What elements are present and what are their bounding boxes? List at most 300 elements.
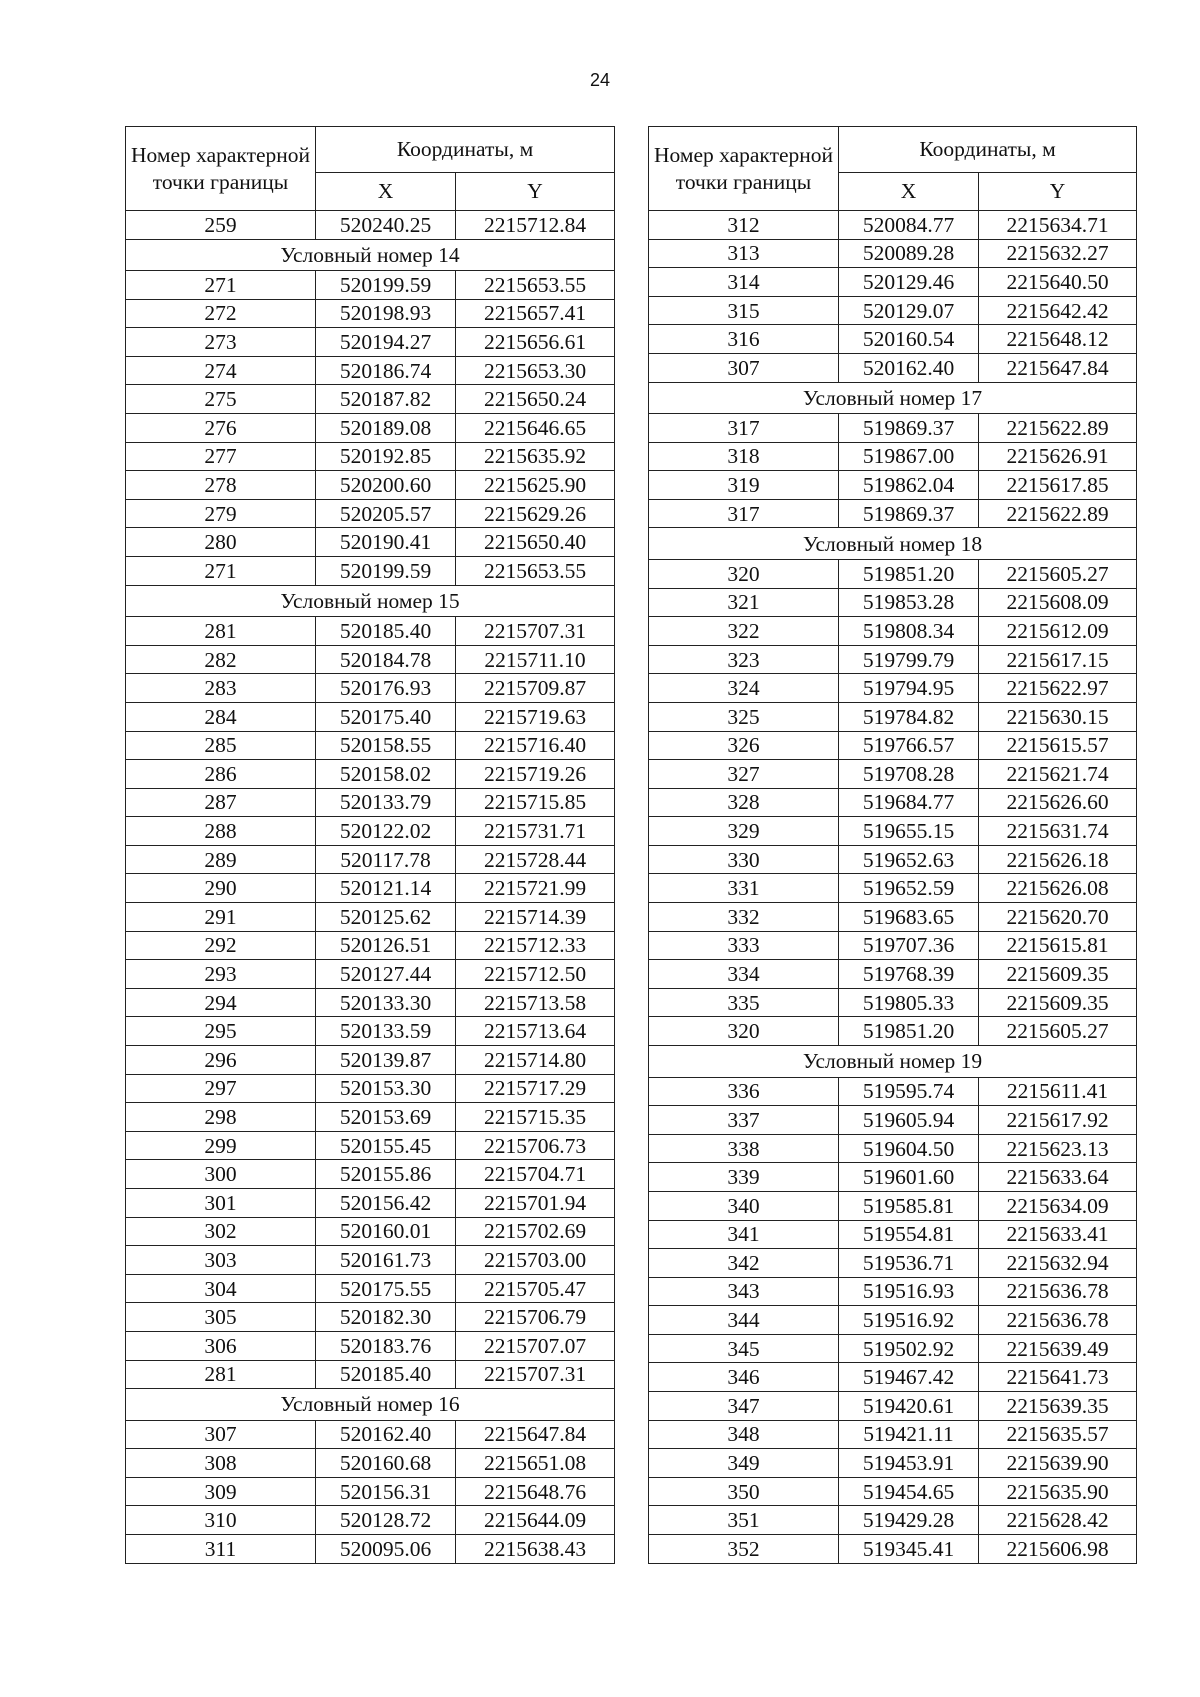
point-number-cell: 313 [649,239,839,268]
point-number-cell: 271 [126,557,316,586]
y-coordinate-cell: 2215629.26 [456,499,615,528]
table-row [649,1134,1137,1163]
x-coordinate-cell: 520155.45 [316,1131,456,1160]
point-number-cell: 315 [649,296,839,325]
y-coordinate-cell: 2215707.07 [456,1331,615,1360]
point-number-cell: 271 [126,271,316,300]
point-number-cell: 333 [649,931,839,960]
y-coordinate-cell: 2215712.33 [456,931,615,960]
table-row [126,1160,615,1189]
x-coordinate-cell: 520139.87 [316,1046,456,1075]
y-coordinate-cell: 2215646.65 [456,414,615,443]
y-coordinate-cell: 2215632.27 [979,239,1137,268]
x-coordinate-cell: 520200.60 [316,471,456,500]
table-row [126,1303,615,1332]
point-number-cell: 297 [126,1074,316,1103]
x-coordinate-cell: 519601.60 [839,1163,979,1192]
table-row [126,1017,615,1046]
point-number-cell: 310 [126,1506,316,1535]
table-row [649,988,1137,1017]
table-row [649,903,1137,932]
y-coordinate-cell: 2215647.84 [979,353,1137,382]
point-number-cell: 345 [649,1334,839,1363]
y-coordinate-cell: 2215651.08 [456,1449,615,1478]
x-coordinate-cell: 520199.59 [316,271,456,300]
table-row [126,702,615,731]
table-row [649,499,1137,528]
table-row [126,1477,615,1506]
x-coordinate-cell: 520133.59 [316,1017,456,1046]
table-row [126,988,615,1017]
x-coordinate-cell: 520160.54 [839,325,979,354]
table-row [126,528,615,557]
point-number-cell: 275 [126,385,316,414]
x-coordinate-cell: 520194.27 [316,328,456,357]
point-number-cell: 290 [126,874,316,903]
x-coordinate-cell: 520128.72 [316,1506,456,1535]
point-number-cell: 344 [649,1306,839,1335]
point-number-cell: 347 [649,1392,839,1421]
table-row [649,788,1137,817]
point-number-cell: 330 [649,845,839,874]
table-row [126,299,615,328]
table-row [649,731,1137,760]
point-number-cell: 342 [649,1249,839,1278]
y-coordinate-cell: 2215639.35 [979,1392,1137,1421]
point-number-cell: 295 [126,1017,316,1046]
y-coordinate-cell: 2215712.50 [456,960,615,989]
table-row [649,559,1137,588]
table-row [649,471,1137,500]
x-coordinate-cell: 520089.28 [839,239,979,268]
table-row [126,1449,615,1478]
point-number-cell: 309 [126,1477,316,1506]
table-row [649,1449,1137,1478]
table-row [126,1189,615,1218]
table-row [126,1331,615,1360]
point-number-cell: 292 [126,931,316,960]
x-coordinate-cell: 519851.20 [839,559,979,588]
y-coordinate-cell: 2215650.40 [456,528,615,557]
point-number-cell: 317 [649,499,839,528]
table-row [126,1535,615,1564]
table-row [649,1249,1137,1278]
x-coordinate-cell: 519604.50 [839,1134,979,1163]
y-coordinate-cell: 2215617.85 [979,471,1137,500]
y-coordinate-cell: 2215701.94 [456,1189,615,1218]
y-coordinate-cell: 2215648.12 [979,325,1137,354]
x-coordinate-cell: 519421.11 [839,1420,979,1449]
table-row [649,1277,1137,1306]
point-number-cell: 289 [126,845,316,874]
x-coordinate-cell: 519605.94 [839,1106,979,1135]
x-coordinate-cell: 520198.93 [316,299,456,328]
x-coordinate-cell: 520186.74 [316,356,456,385]
x-coordinate-cell: 520153.30 [316,1074,456,1103]
table-row [126,1103,615,1132]
x-coordinate-cell: 519869.37 [839,499,979,528]
y-coordinate-cell: 2215731.71 [456,817,615,846]
x-coordinate-cell: 520084.77 [839,211,979,240]
y-coordinate-cell: 2215706.79 [456,1303,615,1332]
y-coordinate-cell: 2215719.63 [456,702,615,731]
y-coordinate-cell: 2215628.42 [979,1506,1137,1535]
point-number-cell: 299 [126,1131,316,1160]
x-coordinate-cell: 519536.71 [839,1249,979,1278]
x-coordinate-cell: 519655.15 [839,817,979,846]
y-coordinate-cell: 2215653.30 [456,356,615,385]
y-coordinate-cell: 2215707.31 [456,617,615,646]
x-coordinate-cell: 519768.39 [839,960,979,989]
y-coordinate-cell: 2215633.64 [979,1163,1137,1192]
point-number-cell: 283 [126,674,316,703]
table-row [126,471,615,500]
y-coordinate-cell: 2215617.92 [979,1106,1137,1135]
point-number-cell: 337 [649,1106,839,1135]
y-coordinate-cell: 2215648.76 [456,1477,615,1506]
x-coordinate-cell: 519799.79 [839,645,979,674]
table-row [126,328,615,357]
point-number-cell: 351 [649,1506,839,1535]
table-row [649,296,1137,325]
group-label: Условный номер 17 [649,382,1137,414]
group-header-row [649,382,1137,414]
table-row [126,557,615,586]
x-coordinate-cell: 519766.57 [839,731,979,760]
point-number-cell: 329 [649,817,839,846]
x-coordinate-cell: 520121.14 [316,874,456,903]
x-coordinate-cell: 520127.44 [316,960,456,989]
y-coordinate-cell: 2215631.74 [979,817,1137,846]
y-coordinate-cell: 2215704.71 [456,1160,615,1189]
x-coordinate-cell: 519453.91 [839,1449,979,1478]
point-number-cell: 338 [649,1134,839,1163]
x-coordinate-cell: 520175.40 [316,702,456,731]
y-coordinate-cell: 2215647.84 [456,1420,615,1449]
point-number-cell: 322 [649,617,839,646]
x-coordinate-cell: 520162.40 [316,1420,456,1449]
point-number-cell: 339 [649,1163,839,1192]
group-label: Условный номер 16 [126,1389,615,1421]
table-row [126,1046,615,1075]
table-row [649,874,1137,903]
point-number-cell: 317 [649,414,839,443]
x-coordinate-cell: 520158.02 [316,760,456,789]
table-row [126,874,615,903]
y-coordinate-cell: 2215634.09 [979,1191,1137,1220]
y-coordinate-cell: 2215609.35 [979,988,1137,1017]
x-coordinate-cell: 519683.65 [839,903,979,932]
table-row [649,1191,1137,1220]
y-coordinate-cell: 2215657.41 [456,299,615,328]
point-number-cell: 320 [649,1017,839,1046]
x-coordinate-cell: 520183.76 [316,1331,456,1360]
table-row [649,442,1137,471]
point-number-cell: 277 [126,442,316,471]
table-row [649,1420,1137,1449]
point-number-cell: 276 [126,414,316,443]
x-coordinate-cell: 519862.04 [839,471,979,500]
group-label: Условный номер 19 [649,1046,1137,1078]
y-coordinate-cell: 2215622.89 [979,499,1137,528]
y-coordinate-cell: 2215714.39 [456,903,615,932]
point-number-cell: 316 [649,325,839,354]
x-coordinate-cell: 520182.30 [316,1303,456,1332]
x-header: X [839,173,979,211]
table-row [649,674,1137,703]
point-number-cell: 303 [126,1246,316,1275]
point-number-cell: 298 [126,1103,316,1132]
point-number-cell: 274 [126,356,316,385]
point-number-cell: 326 [649,731,839,760]
y-coordinate-cell: 2215716.40 [456,731,615,760]
point-number-cell: 319 [649,471,839,500]
table-row [126,903,615,932]
table-row [126,617,615,646]
group-header-row [126,239,615,271]
point-number-cell: 287 [126,788,316,817]
x-coordinate-cell: 520161.73 [316,1246,456,1275]
point-number-cell: 293 [126,960,316,989]
table-row [649,1392,1137,1421]
x-coordinate-cell: 520133.30 [316,988,456,1017]
point-number-cell: 259 [126,211,316,240]
x-coordinate-cell: 519467.42 [839,1363,979,1392]
coordinates-header: Координаты, м [839,127,1137,173]
group-label: Условный номер 14 [126,239,615,271]
point-number-cell: 281 [126,617,316,646]
point-number-cell: 327 [649,760,839,789]
y-coordinate-cell: 2215714.80 [456,1046,615,1075]
point-number-cell: 340 [649,1191,839,1220]
x-coordinate-cell: 519554.81 [839,1220,979,1249]
point-number-cell: 305 [126,1303,316,1332]
point-number-cell: 346 [649,1363,839,1392]
point-number-cell: 294 [126,988,316,1017]
point-number-cell: 341 [649,1220,839,1249]
group-header-row [649,528,1137,560]
y-coordinate-cell: 2215632.94 [979,1249,1137,1278]
x-coordinate-cell: 520156.42 [316,1189,456,1218]
x-coordinate-cell: 520185.40 [316,617,456,646]
x-coordinate-cell: 519794.95 [839,674,979,703]
table-row [126,731,615,760]
coordinates-table-right [648,126,1137,1564]
x-coordinate-cell: 520189.08 [316,414,456,443]
y-coordinate-cell: 2215635.92 [456,442,615,471]
y-coordinate-cell: 2215608.09 [979,588,1137,617]
point-number-cell: 331 [649,874,839,903]
table-row [126,1274,615,1303]
y-coordinate-cell: 2215636.78 [979,1306,1137,1335]
x-coordinate-cell: 520176.93 [316,674,456,703]
table-row [126,845,615,874]
table-row [649,325,1137,354]
y-coordinate-cell: 2215713.58 [456,988,615,1017]
x-coordinate-cell: 520125.62 [316,903,456,932]
point-number-cell: 281 [126,1360,316,1389]
y-coordinate-cell: 2215639.90 [979,1449,1137,1478]
table-row [126,442,615,471]
point-number-cell: 288 [126,817,316,846]
table-row [649,1363,1137,1392]
x-coordinate-cell: 520192.85 [316,442,456,471]
table-row [649,1506,1137,1535]
y-coordinate-cell: 2215634.71 [979,211,1137,240]
x-coordinate-cell: 519345.41 [839,1535,979,1564]
x-coordinate-cell: 519853.28 [839,588,979,617]
coordinates-header: Координаты, м [316,127,615,173]
y-coordinate-cell: 2215709.87 [456,674,615,703]
table-row [126,760,615,789]
y-coordinate-cell: 2215656.61 [456,328,615,357]
x-coordinate-cell: 519867.00 [839,442,979,471]
group-header-row [126,585,615,617]
point-number-header: Номер характерной точки границы [126,127,316,211]
y-header: Y [979,173,1137,211]
y-coordinate-cell: 2215653.55 [456,557,615,586]
y-coordinate-cell: 2215728.44 [456,845,615,874]
y-coordinate-cell: 2215636.78 [979,1277,1137,1306]
point-number-cell: 278 [126,471,316,500]
point-number-cell: 279 [126,499,316,528]
y-coordinate-cell: 2215639.49 [979,1334,1137,1363]
x-coordinate-cell: 520153.69 [316,1103,456,1132]
x-coordinate-cell: 519516.93 [839,1277,979,1306]
table-row [126,271,615,300]
table-row [649,760,1137,789]
x-coordinate-cell: 520185.40 [316,1360,456,1389]
y-coordinate-cell: 2215609.35 [979,960,1137,989]
x-coordinate-cell: 520160.01 [316,1217,456,1246]
x-coordinate-cell: 519502.92 [839,1334,979,1363]
y-coordinate-cell: 2215635.90 [979,1477,1137,1506]
table-row [126,788,615,817]
point-number-cell: 350 [649,1477,839,1506]
point-number-cell: 348 [649,1420,839,1449]
x-coordinate-cell: 519707.36 [839,931,979,960]
x-coordinate-cell: 519869.37 [839,414,979,443]
point-number-cell: 318 [649,442,839,471]
y-coordinate-cell: 2215707.31 [456,1360,615,1389]
table-row [126,1360,615,1389]
page-number: 24 [589,70,611,90]
y-coordinate-cell: 2215630.15 [979,702,1137,731]
point-number-cell: 301 [126,1189,316,1218]
point-number-cell: 324 [649,674,839,703]
table-row [126,211,615,240]
table-row [649,1220,1137,1249]
table-row [126,385,615,414]
table-row [649,211,1137,240]
x-coordinate-cell: 520156.31 [316,1477,456,1506]
y-coordinate-cell: 2215641.73 [979,1363,1137,1392]
table-row [649,817,1137,846]
y-coordinate-cell: 2215611.41 [979,1077,1137,1106]
y-coordinate-cell: 2215702.69 [456,1217,615,1246]
table-row [649,1535,1137,1564]
x-coordinate-cell: 519684.77 [839,788,979,817]
table-row [649,1306,1137,1335]
table-row [126,1131,615,1160]
table-row [126,1217,615,1246]
group-label: Условный номер 18 [649,528,1137,560]
y-coordinate-cell: 2215626.18 [979,845,1137,874]
group-header-row [649,1046,1137,1078]
point-number-cell: 284 [126,702,316,731]
point-number-cell: 336 [649,1077,839,1106]
table-row [649,1477,1137,1506]
group-header-row [126,1389,615,1421]
point-number-cell: 300 [126,1160,316,1189]
x-coordinate-cell: 520199.59 [316,557,456,586]
x-coordinate-cell: 520117.78 [316,845,456,874]
x-coordinate-cell: 519708.28 [839,760,979,789]
x-coordinate-cell: 519652.59 [839,874,979,903]
y-coordinate-cell: 2215713.64 [456,1017,615,1046]
x-coordinate-cell: 520190.41 [316,528,456,557]
x-coordinate-cell: 520095.06 [316,1535,456,1564]
point-number-cell: 334 [649,960,839,989]
point-number-cell: 306 [126,1331,316,1360]
table-row [126,356,615,385]
table-row [649,414,1137,443]
x-coordinate-cell: 520175.55 [316,1274,456,1303]
point-number-cell: 286 [126,760,316,789]
table-row [649,1163,1137,1192]
point-number-cell: 272 [126,299,316,328]
coordinates-table-left [125,126,615,1564]
table-row [126,645,615,674]
y-coordinate-cell: 2215605.27 [979,1017,1137,1046]
y-coordinate-cell: 2215703.00 [456,1246,615,1275]
table-row [126,1506,615,1535]
y-coordinate-cell: 2215615.81 [979,931,1137,960]
point-number-cell: 302 [126,1217,316,1246]
point-number-cell: 312 [649,211,839,240]
y-coordinate-cell: 2215617.15 [979,645,1137,674]
x-coordinate-cell: 520162.40 [839,353,979,382]
x-coordinate-cell: 520240.25 [316,211,456,240]
point-number-cell: 335 [649,988,839,1017]
x-coordinate-cell: 520205.57 [316,499,456,528]
y-coordinate-cell: 2215621.74 [979,760,1137,789]
point-number-cell: 314 [649,268,839,297]
table-row [126,1074,615,1103]
point-number-cell: 285 [126,731,316,760]
point-number-cell: 307 [126,1420,316,1449]
x-coordinate-cell: 519454.65 [839,1477,979,1506]
y-coordinate-cell: 2215712.84 [456,211,615,240]
y-coordinate-cell: 2215638.43 [456,1535,615,1564]
point-number-cell: 308 [126,1449,316,1478]
table-row [126,817,615,846]
point-number-cell: 282 [126,645,316,674]
point-number-cell: 280 [126,528,316,557]
y-coordinate-cell: 2215640.50 [979,268,1137,297]
table-row [649,617,1137,646]
x-coordinate-cell: 520155.86 [316,1160,456,1189]
table-row [126,1420,615,1449]
point-number-cell: 320 [649,559,839,588]
y-coordinate-cell: 2215715.85 [456,788,615,817]
table-row [126,414,615,443]
x-coordinate-cell: 519585.81 [839,1191,979,1220]
y-coordinate-cell: 2215635.57 [979,1420,1137,1449]
table-row [649,1077,1137,1106]
table-row [649,1017,1137,1046]
x-coordinate-cell: 519851.20 [839,1017,979,1046]
